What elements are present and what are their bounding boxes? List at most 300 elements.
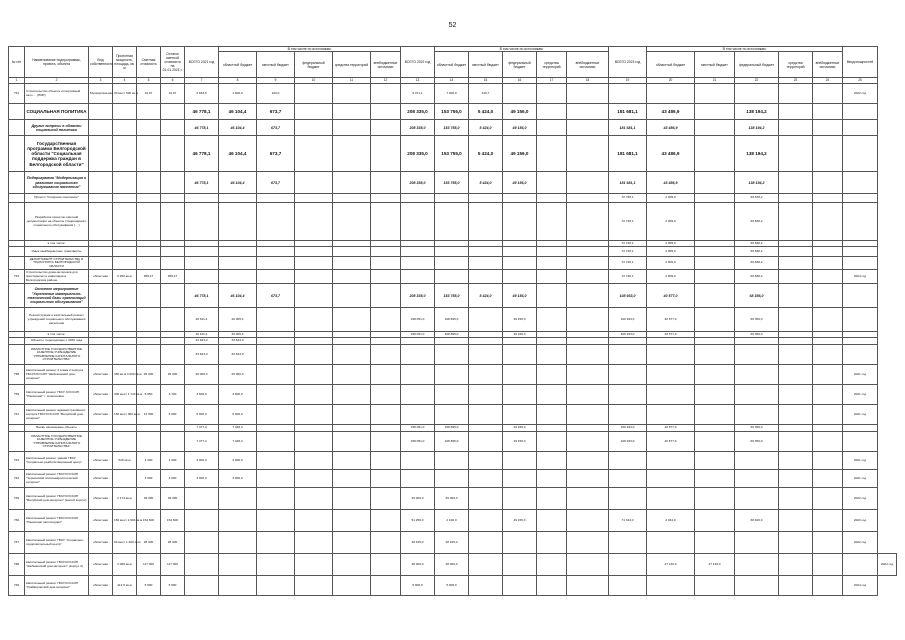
table-cell [537, 308, 567, 332]
table-cell: 181 681,1 [609, 172, 647, 194]
table-cell [469, 576, 503, 596]
table-cell: 761 [9, 405, 25, 425]
table-cell [537, 405, 567, 425]
table-cell [779, 203, 813, 241]
table-cell [609, 452, 647, 470]
table-cell [113, 425, 137, 432]
table-cell: 51 256,0 [401, 510, 435, 532]
table-cell: 153 755,0 [435, 104, 469, 120]
table-cell: 138 194,2 [735, 172, 779, 194]
table-cell: 40 611,4 [185, 308, 219, 332]
table-cell [137, 247, 161, 257]
table-cell [371, 84, 401, 104]
table-cell [813, 338, 843, 345]
row-name-cell: ДЕПАРТАМЕНТ СТРОИТЕЛЬСТВА И ТРАНСПОРТА БЕЛГОРОДСКОЙ ОБЛАСТИ [25, 257, 89, 270]
table-cell [137, 338, 161, 345]
table-row [9, 532, 897, 554]
header-kind: Вид собственности [89, 47, 113, 78]
table-cell [295, 338, 333, 345]
table-cell: 763 [9, 452, 25, 470]
table-cell [779, 247, 813, 257]
table-cell: 28 000,0 [401, 554, 435, 576]
table-cell [401, 203, 435, 241]
table-cell [735, 405, 779, 425]
table-cell: 49 156,0 [503, 432, 537, 452]
table-cell [647, 576, 695, 596]
table-cell [843, 554, 878, 576]
table-cell [161, 425, 185, 432]
table-row [9, 120, 897, 136]
header-src2021-0: областной бюджет [219, 52, 257, 78]
table-cell [401, 257, 435, 270]
table-cell [9, 172, 25, 194]
table-cell [695, 488, 735, 510]
table-cell [185, 194, 219, 203]
table-cell: 43 486,9 [647, 136, 695, 172]
column-number: 8 [219, 78, 257, 84]
table-cell [295, 510, 333, 532]
table-cell: 2021 год [843, 365, 878, 385]
table-cell [401, 270, 435, 284]
table-cell: 25 000,0 [185, 365, 219, 385]
row-name-cell: Капитальный ремонт ГБСУСОССЗН "Шебекинский дом-интернат" (корпус 2) [25, 554, 89, 576]
table-cell [295, 104, 333, 120]
table-cell [89, 194, 113, 203]
table-cell: 46 104,4 [219, 284, 257, 308]
table-cell [695, 104, 735, 120]
header-group-2021: В том числе по источникам: [219, 47, 401, 52]
table-cell [503, 532, 537, 554]
table-cell [295, 284, 333, 308]
row-name-cell: Капитальный ремонт административного корпуса ГБСУСОССЗН "Валуйский дом-интернат" [25, 405, 89, 425]
table-cell [333, 405, 371, 425]
table-cell [9, 203, 25, 241]
table-cell [813, 84, 843, 104]
table-cell [89, 203, 113, 241]
table-row [9, 452, 897, 470]
table-cell [435, 470, 469, 488]
column-number: 11 [333, 78, 371, 84]
row-name-cell: ОБЛАСТНОЕ ГОСУДАРСТВЕННОЕ КАЗЕННОЕ УЧРЕЖДЕНИЕ "УПРАВЛЕНИЕ КАПИТАЛЬНОГО СТРОИТЕЛЬСТВА" [25, 432, 89, 452]
column-number: 14 [435, 78, 469, 84]
table-cell: 46 778,1 [185, 104, 219, 120]
table-cell [257, 385, 295, 405]
row-name-cell: Государственная программа Белгородской области "Социальная поддержка граждан в Белгородской области" [25, 136, 89, 172]
table-cell [295, 308, 333, 332]
table-cell: 153 755,0 [435, 284, 469, 308]
table-cell [295, 365, 333, 385]
table-cell: 5 424,0 [469, 120, 503, 136]
table-cell: областная [89, 510, 113, 532]
table-row [9, 104, 897, 120]
table-cell [113, 120, 137, 136]
table-cell [647, 452, 695, 470]
table-cell [609, 470, 647, 488]
table-cell [503, 365, 537, 385]
table-cell [113, 136, 137, 172]
table-cell [647, 532, 695, 554]
table-cell [333, 452, 371, 470]
table-cell: 72 748,1 [609, 270, 647, 284]
table-cell: 450 кв.м 4 000 кв.м [113, 365, 137, 385]
table-cell [537, 452, 567, 470]
table-cell [469, 452, 503, 470]
table-cell [813, 576, 843, 596]
table-cell [333, 425, 371, 432]
table-cell [257, 532, 295, 554]
table-cell [695, 308, 735, 332]
table-cell [779, 308, 813, 332]
table-cell: областная [89, 470, 113, 488]
table-row [9, 345, 897, 365]
table-cell [333, 385, 371, 405]
table-cell [435, 338, 469, 345]
table-cell [295, 532, 333, 554]
header-no: № п/п [9, 47, 25, 78]
table-cell [161, 338, 185, 345]
table-cell [567, 576, 609, 596]
table-row [9, 405, 897, 425]
table-cell: 3 700 [161, 385, 185, 405]
column-number: 19 [609, 78, 647, 84]
table-cell [813, 385, 843, 405]
table-cell: 12 500 [137, 405, 161, 425]
table-cell [89, 104, 113, 120]
table-cell [435, 385, 469, 405]
table-cell [185, 270, 219, 284]
table-cell: 72 748,1 [609, 241, 647, 247]
table-cell [567, 554, 609, 576]
table-cell [537, 470, 567, 488]
table-cell [333, 510, 371, 532]
table-cell [609, 405, 647, 425]
table-cell: 153 755,0 [435, 120, 469, 136]
table-cell [333, 84, 371, 104]
table-cell [779, 554, 813, 576]
table-cell: 520 кв.м [113, 452, 137, 470]
table-cell: 49 156,0 [503, 284, 537, 308]
header-estimate: Сметная стоимость [137, 47, 161, 78]
table-cell [695, 425, 735, 432]
table-cell [503, 270, 537, 284]
table-cell: областная [89, 488, 113, 510]
table-cell: 40 577,0 [647, 432, 695, 452]
header-src2022-3: средства территорий [537, 52, 567, 78]
table-cell [813, 203, 843, 241]
table-cell [161, 172, 185, 194]
table-cell: 33 623,0 [185, 338, 219, 345]
table-cell [469, 470, 503, 488]
table-cell [161, 308, 185, 332]
table-cell [137, 104, 161, 120]
table-cell [137, 257, 161, 270]
table-row [9, 338, 897, 345]
column-number: 7 [185, 78, 219, 84]
table-cell: 5 000,0 [219, 405, 257, 425]
table-cell: 28 000 [137, 532, 161, 554]
row-name-cell: Вновь начинаемые объекты [25, 425, 89, 432]
table-cell [537, 172, 567, 194]
table-cell: 1 600,0 [219, 84, 257, 104]
table-cell [567, 510, 609, 532]
row-name-cell: Разработка проектно-сметной документации на объекты стационарного социального обслуживания (... ) [25, 203, 89, 241]
column-number: 6 [161, 78, 185, 84]
table-cell [779, 345, 813, 365]
table-cell [161, 257, 185, 270]
table-cell: 69 838,2 [735, 241, 779, 247]
table-cell [469, 203, 503, 241]
table-cell: 60 мест 1 200 кв.м [113, 532, 137, 554]
table-cell: 673,7 [257, 284, 295, 308]
table-cell [813, 284, 843, 308]
table-cell: 40 577,0 [647, 284, 695, 308]
table-cell [89, 172, 113, 194]
table-cell [843, 104, 878, 120]
table-cell [567, 532, 609, 554]
table-cell: 950,47 [161, 270, 185, 284]
table-cell: 5 000 [161, 405, 185, 425]
table-cell: 49 156,0 [503, 136, 537, 172]
table-cell: 673,7 [257, 172, 295, 194]
table-cell [695, 194, 735, 203]
table-cell [333, 345, 371, 365]
table-cell: 138 194,2 [735, 120, 779, 136]
table-cell: 2023 год [843, 510, 878, 532]
table-row [9, 270, 897, 284]
table-cell [813, 365, 843, 385]
table-cell: 25 000,0 [219, 365, 257, 385]
table-cell: 3 600,0 [185, 385, 219, 405]
table-cell: 108 895,0 [435, 308, 469, 332]
table-cell [503, 405, 537, 425]
table-cell [647, 405, 695, 425]
table-cell [257, 308, 295, 332]
table-row [9, 432, 897, 452]
table-cell [695, 203, 735, 241]
table-cell [161, 194, 185, 203]
table-cell: 28 000 [161, 532, 185, 554]
table-row [9, 488, 897, 510]
table-cell: 2 174 кв.м [113, 488, 137, 510]
table-cell [401, 452, 435, 470]
table-cell [609, 84, 647, 104]
table-cell: областная [89, 554, 113, 576]
table-cell [537, 270, 567, 284]
table-cell [333, 338, 371, 345]
table-cell [695, 576, 735, 596]
table-cell [813, 345, 843, 365]
table-cell [401, 247, 435, 257]
table-cell [469, 194, 503, 203]
table-cell [371, 247, 401, 257]
table-cell [371, 405, 401, 425]
table-cell: 208 335,0 [401, 284, 435, 308]
table-cell [371, 532, 401, 554]
table-cell: 43 486,9 [647, 104, 695, 120]
table-cell: 49 156,0 [503, 332, 537, 338]
row-name-cell: Проект "Старшее поколение" [25, 194, 89, 203]
table-cell [537, 425, 567, 432]
header-total-2021: ВСЕГО 2021 год [185, 47, 219, 78]
table-cell [185, 488, 219, 510]
table-cell [257, 425, 295, 432]
table-cell [113, 308, 137, 332]
table-cell: 2024 год [843, 270, 878, 284]
table-cell: 33 623,0 [219, 345, 257, 365]
table-cell: 71 344,0 [609, 510, 647, 532]
table-row [9, 308, 897, 332]
table-cell [843, 257, 878, 270]
row-name-cell: Капитальный ремонт ГБСУ СОССЗН "Пансионат" г. Алексеевка [25, 385, 89, 405]
table-cell [371, 308, 401, 332]
table-cell [161, 104, 185, 120]
table-cell [567, 104, 609, 120]
table-cell: 2 944,0 [647, 510, 695, 532]
table-cell: 766 [9, 510, 25, 532]
table-cell [695, 470, 735, 488]
header-src2023-4: внебюджетные источники [813, 52, 843, 78]
table-cell [185, 247, 219, 257]
table-cell [503, 338, 537, 345]
table-cell: 158 051,0 [401, 432, 435, 452]
table-cell: 7 448,4 [219, 432, 257, 452]
table-cell [503, 385, 537, 405]
table-cell [843, 338, 878, 345]
row-name-cell: в том числе: [25, 241, 89, 247]
row-name-cell: Капитальный ремонт 3 этажа 2 корпуса ГБСУСОССЗН "Шебекинский дом-интернат" [25, 365, 89, 385]
table-cell [185, 510, 219, 532]
table-cell [113, 338, 137, 345]
table-cell [813, 532, 843, 554]
table-cell: 69 838,2 [735, 257, 779, 270]
row-name-cell: Иные межбюджетные трансферты [25, 247, 89, 257]
table-cell [371, 136, 401, 172]
table-cell [137, 284, 161, 308]
table-cell [295, 84, 333, 104]
table-cell [185, 532, 219, 554]
table-cell: 673,7 [257, 120, 295, 136]
table-cell: 208 335,0 [401, 120, 435, 136]
table-cell [779, 532, 813, 554]
table-cell [813, 104, 843, 120]
table-cell [9, 257, 25, 270]
table-cell: 72 748,1 [609, 194, 647, 203]
table-cell [567, 425, 609, 432]
table-cell [813, 452, 843, 470]
table-cell [779, 120, 813, 136]
table-cell: 7 477,4 [185, 425, 219, 432]
table-cell [567, 470, 609, 488]
table-cell [469, 247, 503, 257]
table-cell: 5 424,0 [469, 284, 503, 308]
table-cell [537, 284, 567, 308]
header-src2022-0: областной бюджет [435, 52, 469, 78]
table-cell [9, 104, 25, 120]
table-cell: 40 577,0 [647, 332, 695, 338]
table-cell: 765 [9, 488, 25, 510]
table-cell: 46 104,4 [219, 104, 257, 120]
table-cell: 46 778,1 [185, 172, 219, 194]
table-cell [333, 532, 371, 554]
table-cell [567, 432, 609, 452]
header-capacity: Проектная мощность, площадь, кв. м [113, 47, 137, 78]
table-cell [371, 284, 401, 308]
table-cell [333, 203, 371, 241]
table-cell: 2 909,9 [647, 241, 695, 247]
row-name-cell: Капитальный ремонт ГБСУСОССЗН "Грайворонский дом-интернат" [25, 576, 89, 596]
table-cell: 46 778,1 [185, 120, 219, 136]
table-cell [469, 532, 503, 554]
table-cell: областная [89, 405, 113, 425]
table-cell: 35 000 [137, 488, 161, 510]
table-cell: 27 130,0 [695, 554, 735, 576]
row-name-cell: Строительство дома-интерната для престарелых и инвалидов в Белгородском районе [25, 270, 89, 284]
table-cell [113, 432, 137, 452]
table-cell [647, 365, 695, 385]
table-cell: 181 681,1 [609, 104, 647, 120]
table-cell [843, 194, 878, 203]
table-cell: 30 мест 500 кв.м [113, 84, 137, 104]
table-cell [89, 338, 113, 345]
header-src2023-1: местный бюджет [695, 52, 735, 78]
column-number: 21 [695, 78, 735, 84]
table-cell [735, 84, 779, 104]
header-total-2022: ВСЕГО 2022 год [401, 47, 435, 78]
table-cell [537, 104, 567, 120]
table-cell [333, 104, 371, 120]
table-cell: 208 335,0 [401, 136, 435, 172]
table-cell [137, 308, 161, 332]
table-cell [813, 172, 843, 194]
row-name-cell: Капитальный ремонт ГБСУСОССЗН "Пансионат милосердия" [25, 510, 89, 532]
column-number: 10 [295, 78, 333, 84]
column-number: 1 [9, 78, 25, 84]
table-cell [695, 136, 735, 172]
table-cell [537, 532, 567, 554]
table-cell: 759 [9, 385, 25, 405]
table-cell: 5 000,0 [435, 576, 469, 596]
table-row [9, 284, 897, 308]
column-number: 3 [89, 78, 113, 84]
table-row [9, 576, 897, 596]
table-cell [219, 257, 257, 270]
table-cell [401, 194, 435, 203]
table-cell: 5 500 [137, 576, 161, 596]
table-cell [647, 338, 695, 345]
table-cell [537, 136, 567, 172]
table-cell [813, 136, 843, 172]
table-cell [503, 488, 537, 510]
table-cell [695, 405, 735, 425]
table-cell [609, 365, 647, 385]
table-cell [161, 345, 185, 365]
table-cell [843, 247, 878, 257]
table-cell [469, 488, 503, 510]
header-group-2023: В том числе по источникам: [647, 47, 843, 52]
row-name-cell: Другие вопросы в области социальной политики [25, 120, 89, 136]
table-cell [735, 385, 779, 405]
table-cell [647, 488, 695, 510]
table-cell: 66 356,0 [735, 332, 779, 338]
table-cell [295, 247, 333, 257]
table-cell: 5 500 [161, 576, 185, 596]
table-cell [735, 365, 779, 385]
table-cell [9, 425, 25, 432]
table-cell: 40 005,4 [219, 332, 257, 338]
table-cell [695, 172, 735, 194]
table-cell [333, 308, 371, 332]
table-cell [295, 488, 333, 510]
